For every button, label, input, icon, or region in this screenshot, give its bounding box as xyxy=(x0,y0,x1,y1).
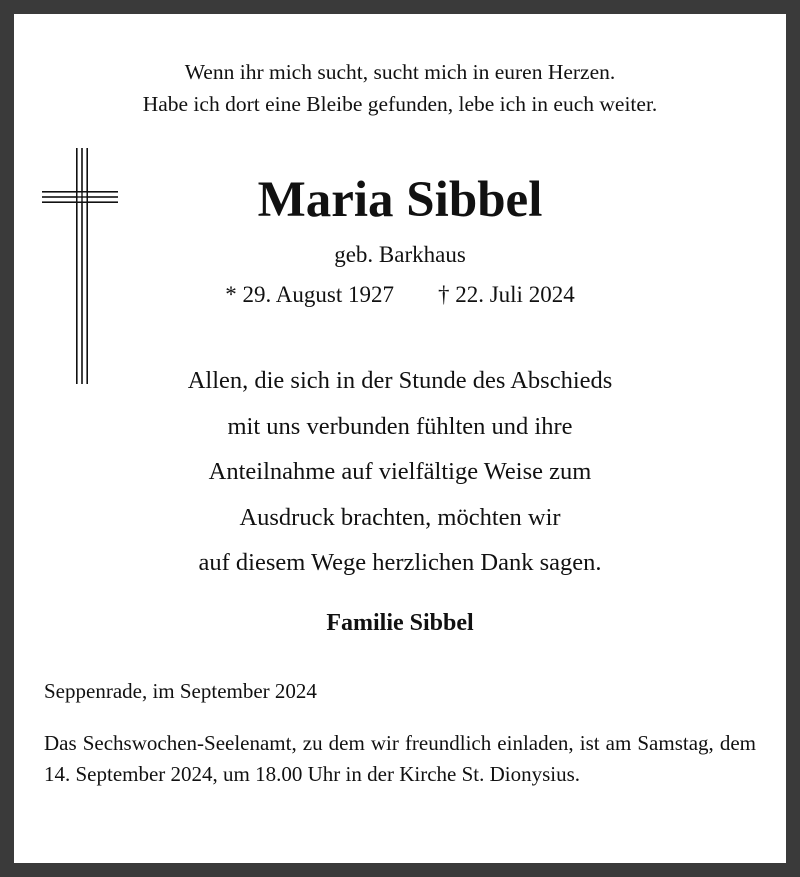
thanks-line: mit uns verbunden fühlten und ihre xyxy=(227,412,573,440)
motto xyxy=(14,56,786,120)
thanks-text xyxy=(14,358,786,586)
birth-name: geb. Barkhaus xyxy=(334,242,466,267)
life-dates xyxy=(14,280,786,310)
obituary-card xyxy=(14,14,786,863)
death-date: † 22. Juli 2024 xyxy=(437,282,575,307)
mass-notice: Das Sechswochen-Seelenamt, zu dem wir freundlich einladen, ist am Samstag, dem 14. September 2024, um 18.00 Uhr in der Kirche St. Dionysius. xyxy=(44,731,756,786)
birth-date: * 29. August 1927 xyxy=(225,282,394,307)
place-date: Seppenrade, im September 2024 xyxy=(44,679,317,703)
thanks-line: Allen, die sich in der Stunde des Abschieds xyxy=(187,367,613,394)
thanks-line: auf diesem Wege herzlichen Dank sagen. xyxy=(198,549,602,576)
motto-line-1: Wenn ihr mich sucht, sucht mich in euren Herzen. xyxy=(184,60,616,84)
thanks-line: Anteilnahme auf vielfältige Weise zum xyxy=(208,458,592,485)
family-signature: Familie Sibbel xyxy=(326,610,474,636)
thanks-line: Ausdruck brachten, möchten wir xyxy=(239,503,561,531)
motto-line-2: Habe ich dort eine Bleibe gefunden, lebe ich in euch weiter. xyxy=(142,92,658,116)
deceased-name: Maria Sibbel xyxy=(257,172,543,228)
